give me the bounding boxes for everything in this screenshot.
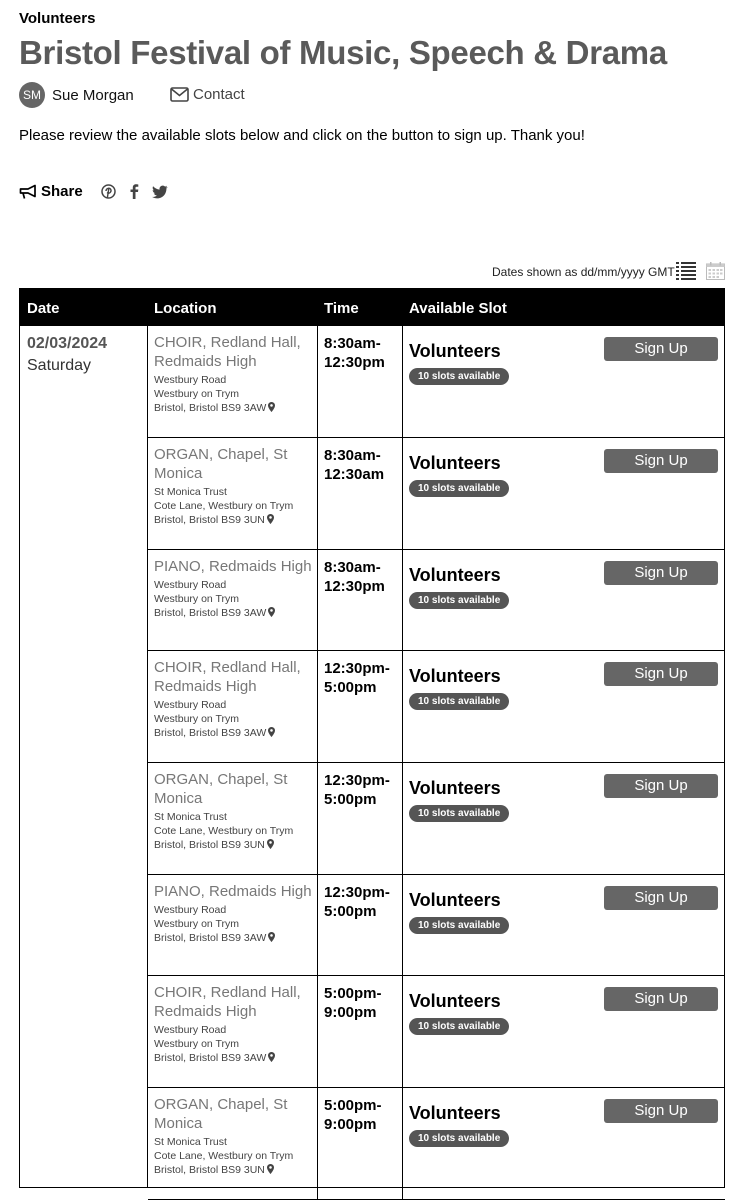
slot-name: Volunteers (409, 666, 501, 686)
time-start: 8:30am- (324, 559, 381, 576)
address-line-1: St Monica Trust (154, 811, 227, 823)
slot-name: Volunteers (409, 341, 501, 361)
address-line-1: Westbury Road (154, 579, 227, 591)
map-pin-icon[interactable] (268, 1052, 275, 1066)
slot-name: Volunteers (409, 565, 501, 585)
address-line-2: Westbury on Trym (154, 388, 239, 400)
address-line-2: Cote Lane, Westbury on Trym (154, 825, 294, 837)
map-pin-icon[interactable] (267, 1164, 274, 1178)
sign-up-button[interactable]: Sign Up (604, 1099, 718, 1123)
location-name: CHOIR, Redland Hall, Redmaids High (154, 984, 301, 1020)
slots-available-badge: 10 slots available (409, 592, 509, 609)
location-address (154, 698, 317, 741)
location-cell (148, 875, 318, 975)
organizer (19, 82, 134, 108)
location-name: PIANO, Redmaids High (154, 883, 312, 900)
slots-available-badge: 10 slots available (409, 805, 509, 822)
share-label: Share (41, 183, 83, 200)
table-row (148, 438, 725, 550)
address-line-3: Bristol, Bristol BS9 3UN (154, 514, 265, 526)
time-cell (318, 326, 403, 437)
location-cell (148, 326, 318, 437)
time-end: 12:30pm (324, 578, 385, 595)
location-cell (148, 550, 318, 650)
location-cell (148, 651, 318, 762)
page-title: Bristol Festival of Music, Speech & Drama (19, 34, 667, 71)
location-address (154, 485, 317, 528)
organizer-name: Sue Morgan (52, 86, 134, 104)
address-line-2: Cote Lane, Westbury on Trym (154, 1150, 294, 1162)
time-cell (318, 550, 403, 650)
location-name: ORGAN, Chapel, St Monica (154, 446, 288, 482)
sign-up-button[interactable]: Sign Up (604, 337, 718, 361)
map-pin-icon[interactable] (268, 727, 275, 741)
table-row (148, 763, 725, 875)
table-header (20, 289, 724, 326)
dates-note: Dates shown as dd/mm/yyyy GMT (492, 265, 675, 279)
time-cell (318, 438, 403, 549)
address-line-2: Westbury on Trym (154, 918, 239, 930)
address-line-2: Westbury on Trym (154, 713, 239, 725)
location-address (154, 578, 317, 621)
location-address (154, 1135, 317, 1178)
address-line-2: Westbury on Trym (154, 593, 239, 605)
time-start: 12:30pm- (324, 772, 390, 789)
avatar: SM (19, 82, 45, 108)
page-category: Volunteers (19, 10, 96, 27)
header-date: Date (27, 300, 60, 317)
calendar-view-icon[interactable] (706, 262, 725, 285)
time-end: 12:30pm (324, 354, 385, 371)
time-cell (318, 651, 403, 762)
time-start: 8:30am- (324, 447, 381, 464)
location-address (154, 373, 317, 416)
date-cell (20, 326, 148, 1187)
location-cell (148, 1088, 318, 1199)
map-pin-icon[interactable] (268, 932, 275, 946)
header-location: Location (154, 300, 217, 317)
slot-cell (403, 438, 725, 549)
map-pin-icon[interactable] (267, 839, 274, 853)
megaphone-icon (19, 184, 37, 200)
address-line-3: Bristol, Bristol BS9 3UN (154, 839, 265, 851)
date-value: 02/03/2024 (27, 335, 108, 352)
share-bar (19, 183, 181, 200)
time-cell (318, 1088, 403, 1199)
header-time: Time (324, 300, 359, 317)
slot-name: Volunteers (409, 991, 501, 1011)
address-line-3: Bristol, Bristol BS9 3AW (154, 1052, 267, 1064)
slot-name: Volunteers (409, 453, 501, 473)
address-line-1: Westbury Road (154, 699, 227, 711)
contact-label: Contact (193, 86, 245, 103)
slot-cell (403, 875, 725, 975)
address-line-2: Westbury on Trym (154, 1038, 239, 1050)
time-cell (318, 976, 403, 1087)
time-start: 5:00pm- (324, 985, 382, 1002)
slot-cell (403, 651, 725, 762)
facebook-icon[interactable] (129, 184, 139, 199)
slot-name: Volunteers (409, 778, 501, 798)
address-line-1: St Monica Trust (154, 486, 227, 498)
slots-available-badge: 10 slots available (409, 917, 509, 934)
location-address (154, 810, 317, 853)
map-pin-icon[interactable] (268, 402, 275, 416)
slot-cell (403, 763, 725, 874)
address-line-1: Westbury Road (154, 1024, 227, 1036)
intro-text: Please review the available slots below and click on the button to sign up. Thank you! (19, 127, 585, 144)
slots-available-badge: 10 slots available (409, 1018, 509, 1035)
location-name: ORGAN, Chapel, St Monica (154, 1096, 288, 1132)
address-line-3: Bristol, Bristol BS9 3AW (154, 402, 267, 414)
sign-up-button[interactable]: Sign Up (604, 662, 718, 686)
sign-up-button[interactable]: Sign Up (604, 886, 718, 910)
time-start: 8:30am- (324, 335, 381, 352)
sign-up-button[interactable]: Sign Up (604, 449, 718, 473)
pinterest-icon[interactable] (101, 184, 116, 199)
time-start: 12:30pm- (324, 884, 390, 901)
address-line-1: Westbury Road (154, 904, 227, 916)
sign-up-button[interactable]: Sign Up (604, 561, 718, 585)
location-address (154, 903, 317, 946)
address-line-3: Bristol, Bristol BS9 3UN (154, 1164, 265, 1176)
time-end: 9:00pm (324, 1116, 377, 1133)
contact-link[interactable] (170, 86, 245, 103)
location-address (154, 1023, 317, 1066)
location-cell (148, 763, 318, 874)
table-row (148, 976, 725, 1088)
slot-cell (403, 976, 725, 1087)
time-end: 12:30am (324, 466, 385, 483)
time-start: 5:00pm- (324, 1097, 382, 1114)
time-end: 5:00pm (324, 903, 377, 920)
slot-cell (403, 1088, 725, 1199)
time-cell (318, 763, 403, 874)
table-row (148, 326, 725, 438)
location-name: CHOIR, Redland Hall, Redmaids High (154, 659, 301, 695)
date-weekday: Saturday (27, 357, 92, 374)
time-cell (318, 875, 403, 975)
list-view-icon[interactable] (676, 262, 696, 285)
address-line-1: St Monica Trust (154, 1136, 227, 1148)
slots-available-badge: 10 slots available (409, 368, 509, 385)
table-row (148, 651, 725, 763)
header-available-slot: Available Slot (409, 300, 507, 317)
table-row (148, 875, 725, 976)
time-end: 9:00pm (324, 1004, 377, 1021)
slots-available-badge: 10 slots available (409, 1130, 509, 1147)
location-cell (148, 438, 318, 549)
slots-available-badge: 10 slots available (409, 693, 509, 710)
slot-name: Volunteers (409, 890, 501, 910)
sign-up-button[interactable]: Sign Up (604, 774, 718, 798)
slots-available-badge: 10 slots available (409, 480, 509, 497)
location-name: PIANO, Redmaids High (154, 558, 312, 575)
map-pin-icon[interactable] (267, 514, 274, 528)
time-end: 5:00pm (324, 791, 377, 808)
time-end: 5:00pm (324, 679, 377, 696)
address-line-3: Bristol, Bristol BS9 3AW (154, 932, 267, 944)
slot-name: Volunteers (409, 1103, 501, 1123)
twitter-icon[interactable] (152, 185, 168, 199)
time-start: 12:30pm- (324, 660, 390, 677)
location-name: CHOIR, Redland Hall, Redmaids High (154, 334, 301, 370)
sign-up-button[interactable]: Sign Up (604, 987, 718, 1011)
slots-table (19, 288, 725, 1188)
envelope-icon (170, 87, 189, 102)
slot-cell (403, 550, 725, 650)
location-cell (148, 976, 318, 1087)
slot-cell (403, 326, 725, 437)
address-line-3: Bristol, Bristol BS9 3AW (154, 607, 267, 619)
address-line-1: Westbury Road (154, 374, 227, 386)
map-pin-icon[interactable] (268, 607, 275, 621)
address-line-3: Bristol, Bristol BS9 3AW (154, 727, 267, 739)
table-row (148, 1088, 725, 1200)
location-name: ORGAN, Chapel, St Monica (154, 771, 288, 807)
table-row (148, 550, 725, 651)
address-line-2: Cote Lane, Westbury on Trym (154, 500, 294, 512)
